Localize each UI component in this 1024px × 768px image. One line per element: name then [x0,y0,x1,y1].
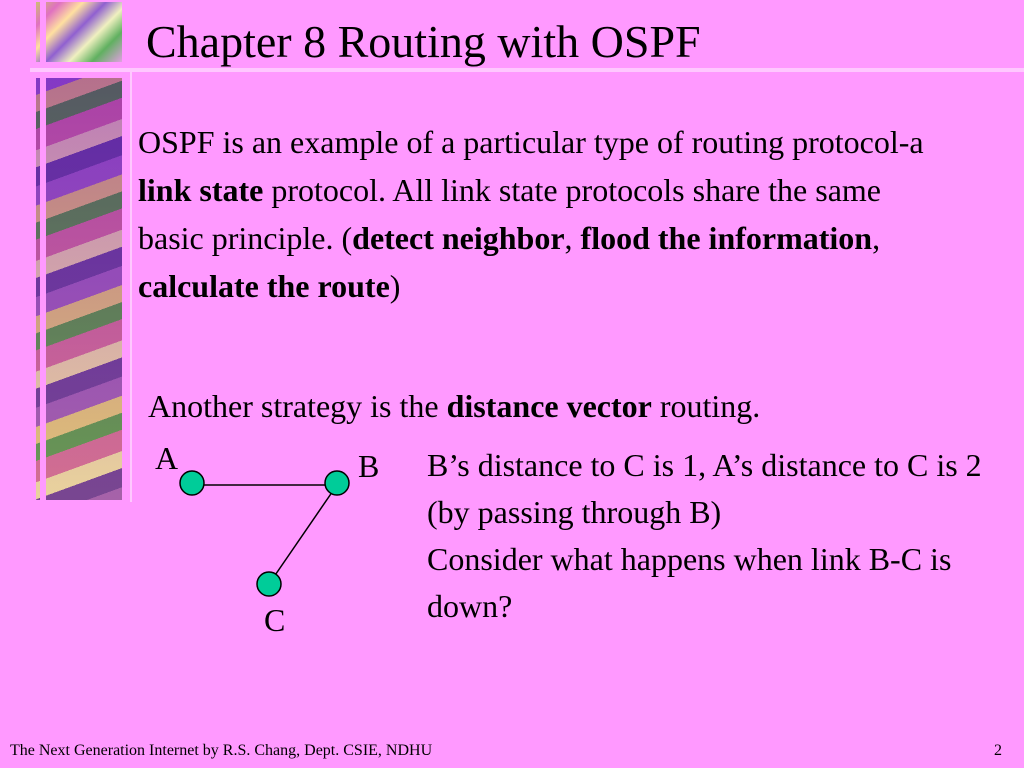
link-b-c [269,485,337,584]
node-a [180,471,204,495]
bold-term-flood: flood the information [580,220,873,256]
footer-text: The Next Generation Internet by R.S. Chang, Dept. CSIE, NDHU [10,742,433,759]
distance-explanation [427,442,1022,630]
bold-term-link-state: link state [138,172,264,208]
bold-term-detect-neighbor: detect neighbor [352,220,565,256]
node-label-b: B [358,448,380,484]
explanation-line-2: Consider what happens when link B-C is down? [427,541,952,624]
bold-term-calculate-route: calculate the route [138,268,390,304]
text-run: Another strategy is the [148,388,447,424]
node-b [325,471,349,495]
page-number: 2 [994,742,1002,759]
text-run: routing. [651,388,761,424]
text-run: OSPF is an example of a particular type of routing protocol-a [138,124,924,160]
text-run: ) [389,268,401,304]
text-run: , [564,220,581,256]
bold-term-distance-vector: distance vector [446,388,652,424]
explanation-line-1: B’s distance to C is 1, A’s distance to C is 2 (by passing through B) [427,447,982,530]
slide-title: Chapter 8 Routing with OSPF [146,16,701,67]
node-c [257,572,281,596]
node-label-a: A [155,440,179,476]
node-label-c: C [264,602,286,638]
text-run: , [872,220,881,256]
text-run: protocol. All link state protocols share the same basic principle. ( [138,172,881,256]
